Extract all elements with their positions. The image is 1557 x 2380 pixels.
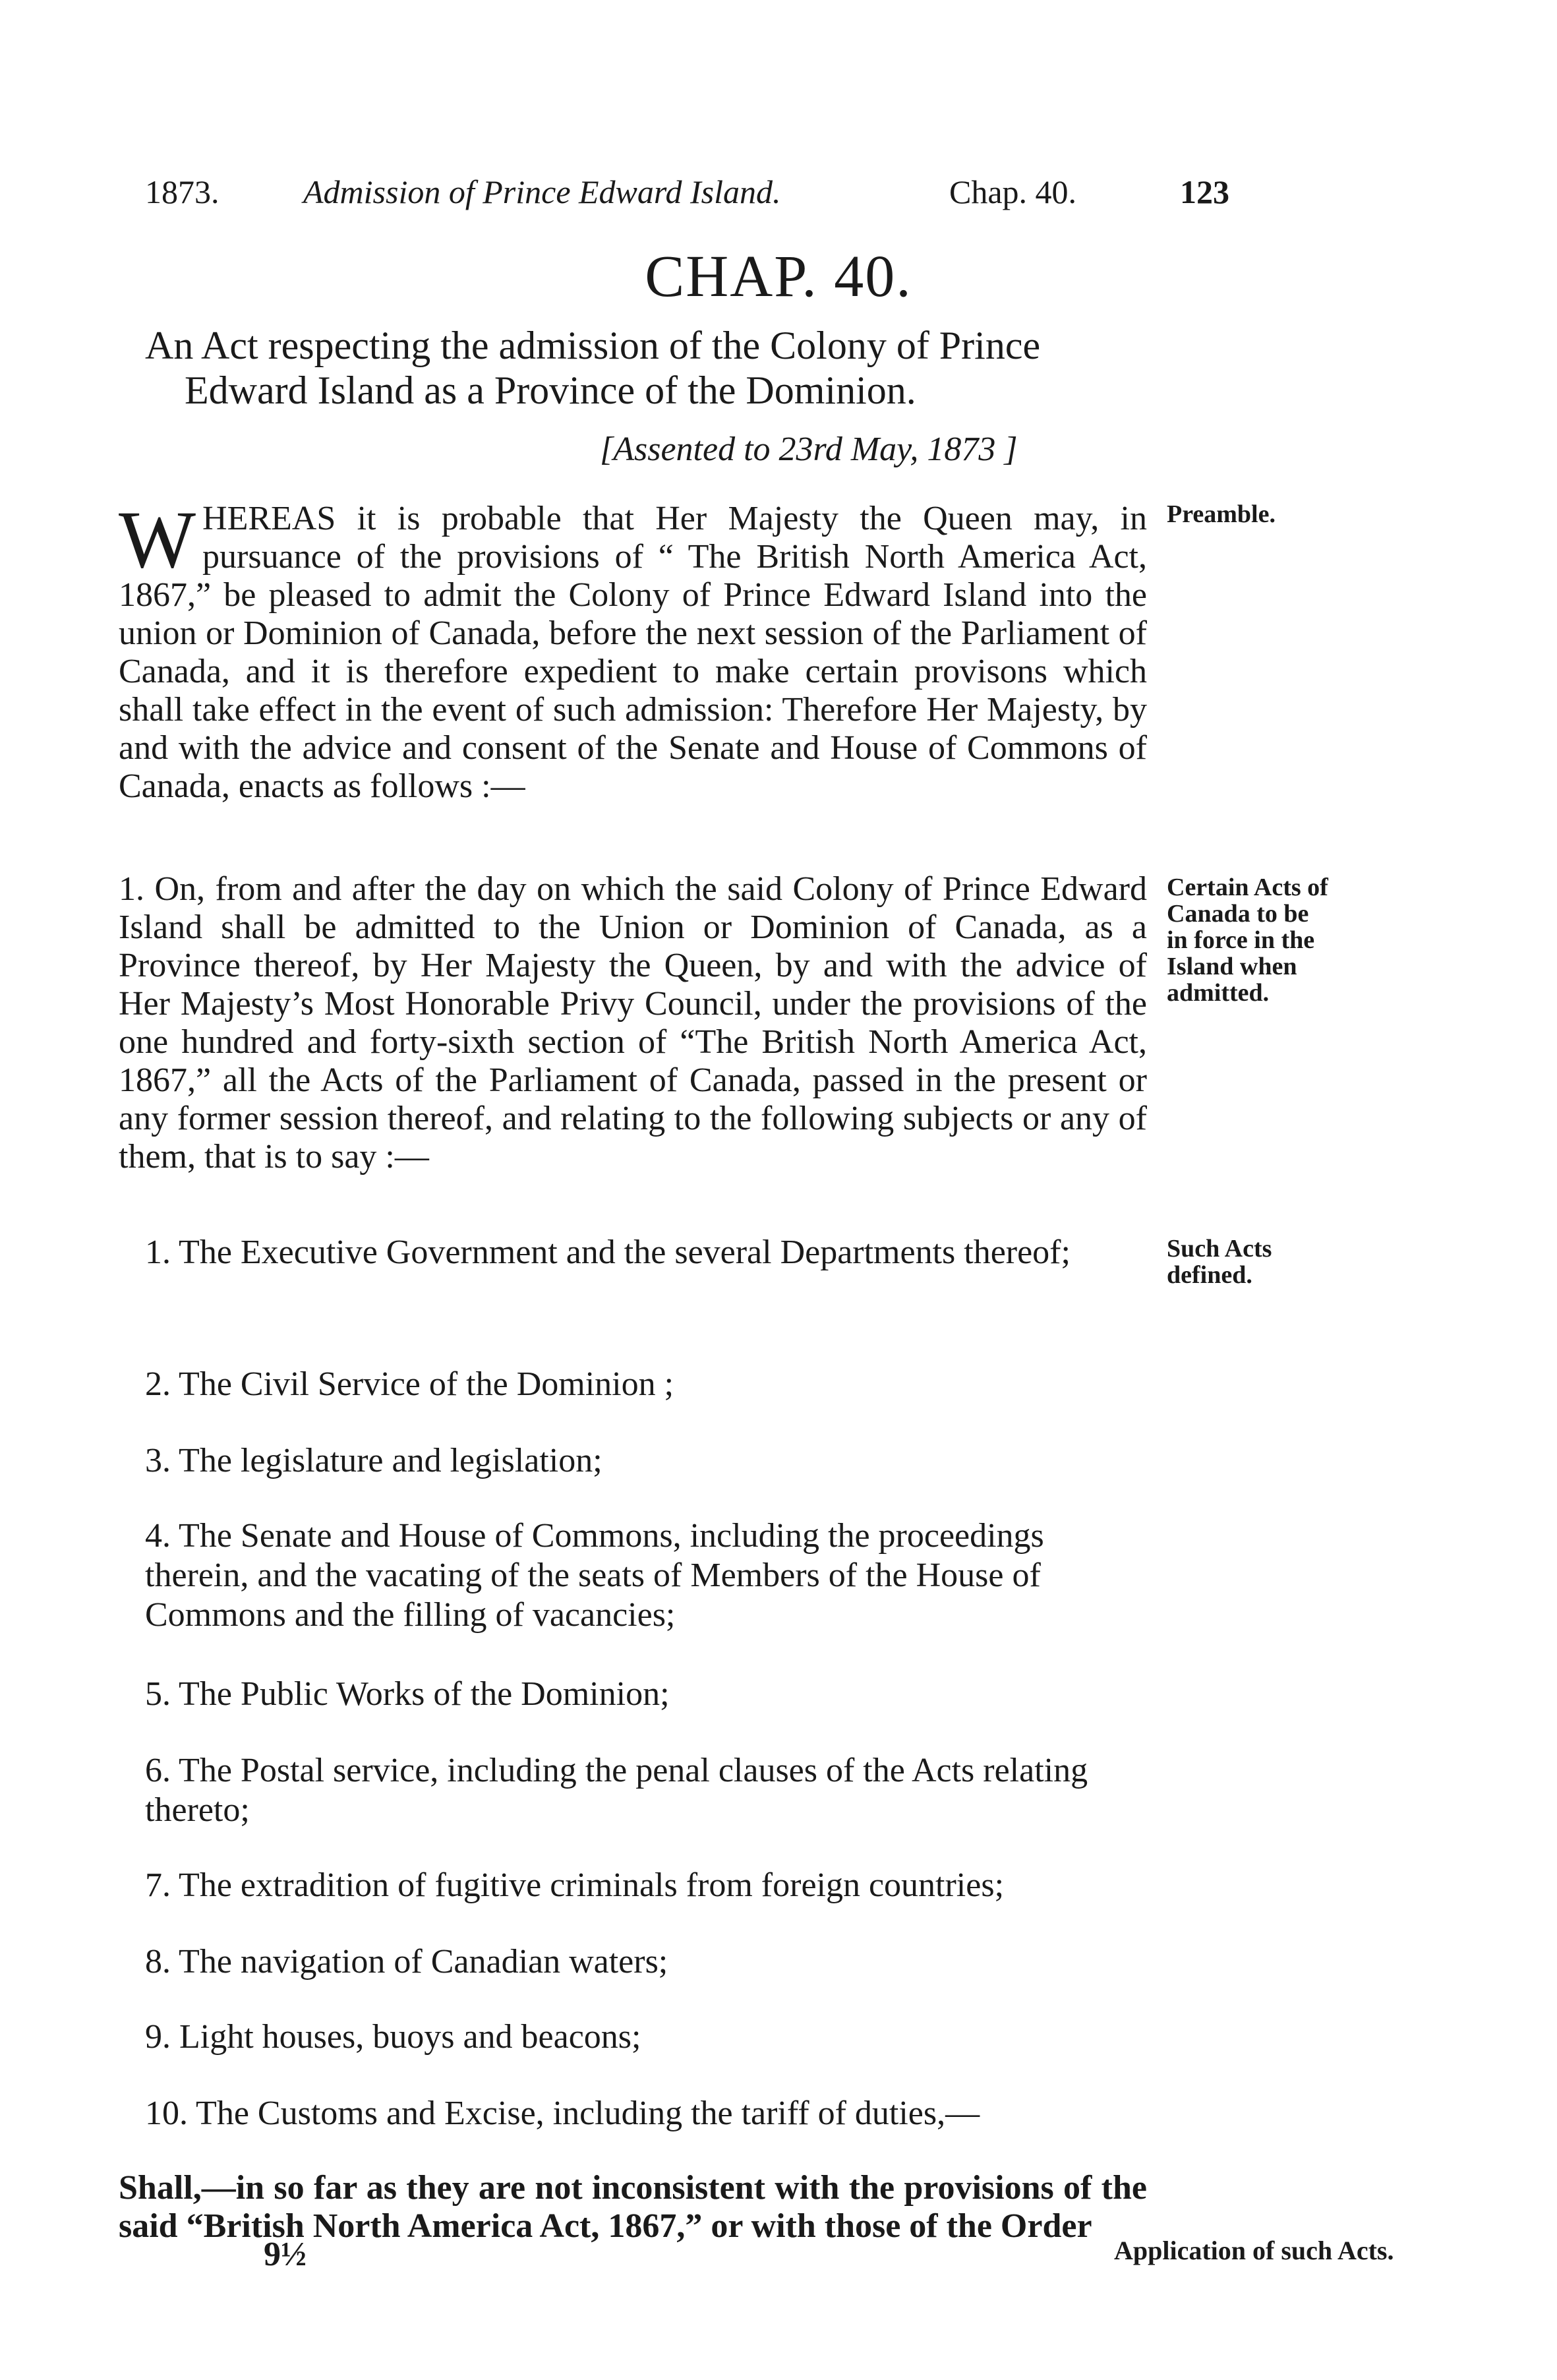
list-item: 5. The Public Works of the Dominion; <box>145 1675 670 1713</box>
list-item: 10. The Customs and Excise, including the tariff of duties,— <box>145 2095 980 2132</box>
list-item: 4. The Senate and House of Commons, including the proceedings therein, and the vacating of the seats of Members of the House of Commons and the filling of vacancies; <box>145 1517 1044 1634</box>
page-number: 123 <box>1180 173 1229 210</box>
margin-note-such-acts: Such Acts defined. <box>1167 1235 1272 1289</box>
preamble-text: HEREAS it is probable that Her Majesty the Queen may, in pursuance of the provisions of “ The British North America Act, 1867,” be pleased to admit the Colony of Prince Edward Island into the union or Dominion of Canada, before the next session of the Parliament of Canada, and it is therefore expedient to make certain provisons which shall take effect in the event of such admission: Therefore Her Majesty, by and with the advice and consent of the Senate and House of Commons of Canada, enacts as follows :— <box>119 500 1147 805</box>
list-item: 9. Light houses, buoys and beacons; <box>145 2018 641 2056</box>
header-year: 1873. <box>145 173 220 210</box>
running-header <box>145 173 1332 219</box>
list-item: 6. The Postal service, including the penal clauses of the Acts relating thereto; <box>145 1752 1088 1829</box>
chapter-heading: CHAP. 40. <box>645 244 912 309</box>
closing-clause: Shall,—in so far as they are not inconsistent with the provisions of the said “British North America Act, 1867,” or with those of the Order <box>119 2169 1147 2245</box>
section-1-paragraph: 1. On, from and after the day on which the said Colony of Prince Edward Island shall be admitted to the Union or Dominion of Canada, as a Province thereof, by Her Majesty the Queen, by and with the advice of Her Majesty’s Most Honorable Privy Council, under the provisions of the one hundred and forty-sixth section of “The British North America Act, 1867,” all the Acts of the Parliament of Canada, passed in the present or any former session thereof, and relating to the following subjects or any of them, that is to say :— <box>119 870 1147 1175</box>
header-title: Admission of Prince Edward Island. <box>303 173 781 210</box>
drop-cap: W <box>119 494 196 585</box>
header-chapter: Chap. 40. <box>949 173 1077 210</box>
assent-date: [Assented to 23rd May, 1873 ] <box>600 431 1018 468</box>
act-title <box>145 323 1147 413</box>
list-item: 3. The legislature and legislation; <box>145 1442 602 1479</box>
act-title-line-2: Edward Island as a Province of the Dominion. <box>185 369 916 412</box>
margin-note-preamble: Preamble. <box>1167 500 1276 528</box>
preamble-paragraph <box>119 494 1147 806</box>
act-title-line-1: An Act respecting the admission of the Colony of Prince <box>145 324 1041 367</box>
list-item: 2. The Civil Service of the Dominion ; <box>145 1365 674 1403</box>
signature-mark: 9½ <box>264 2236 307 2273</box>
list-item: 7. The extradition of fugitive criminals from foreign countries; <box>145 1866 1005 1904</box>
list-item: 1. The Executive Government and the several Departments thereof; <box>145 1234 1071 1271</box>
list-item: 8. The navigation of Canadian waters; <box>145 1943 668 1980</box>
margin-note-application: Application of such Acts. <box>1114 2236 1394 2265</box>
margin-note-section-1: Certain Acts of Canada to be in force in the Island when admitted. <box>1167 874 1328 1007</box>
